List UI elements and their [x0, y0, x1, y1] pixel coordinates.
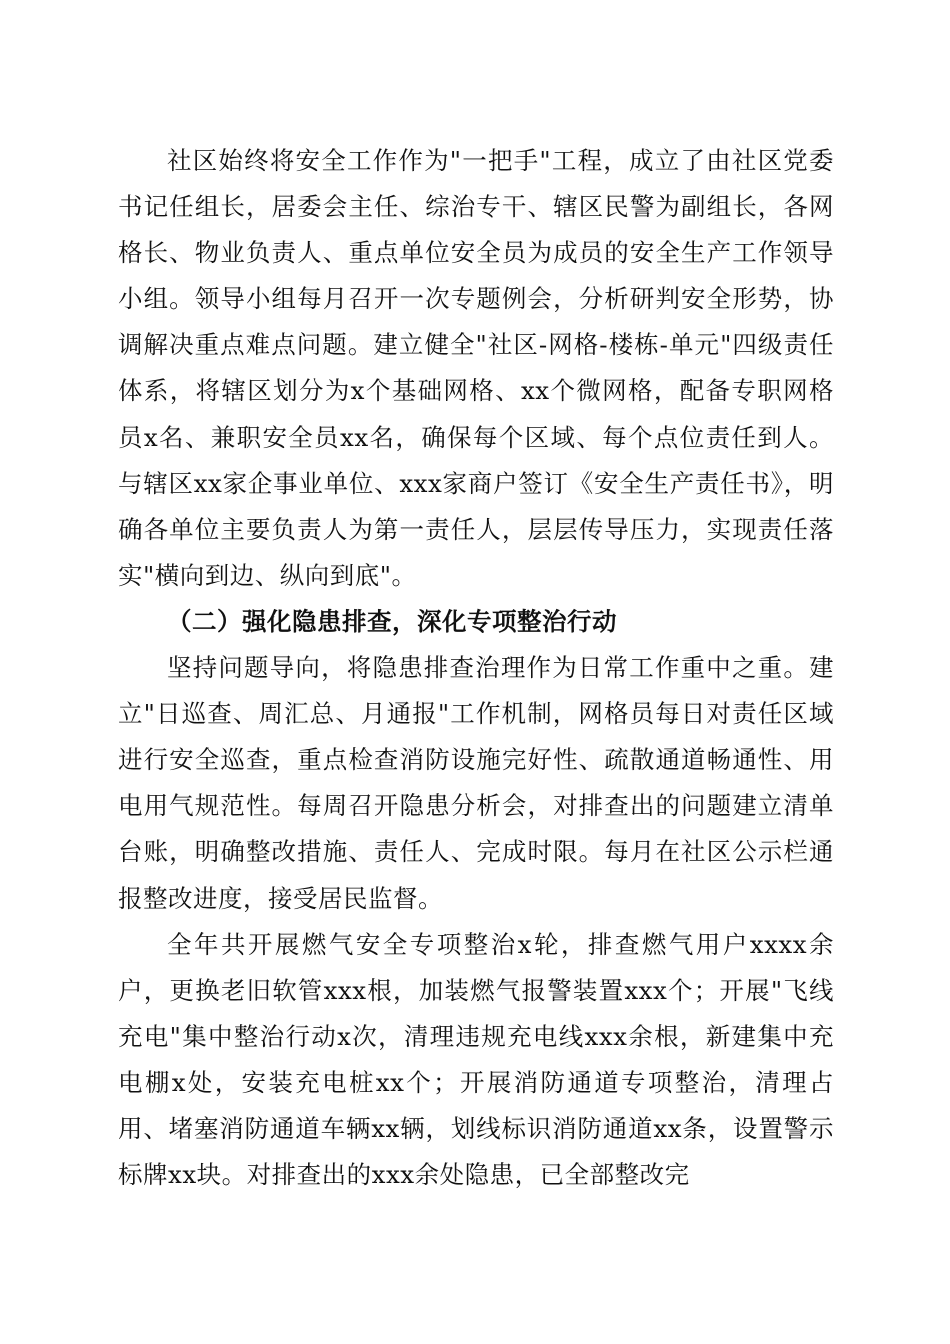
document-body — [118, 138, 834, 1198]
paragraph-inspection-mechanism: 坚持问题导向，将隐患排查治理作为日常工作重中之重。建立"日巡查、周汇总、月通报"工作机制，网格员每日对责任区域进行安全巡查，重点检查消防设施完好性、疏散通道畅通性、用电用气规范性。每周召开隐患分析会，对排查出的问题建立清单台账，明确整改措施、责任人、完成时限。每月在社区公示栏通报整改进度，接受居民监督。 — [118, 653, 834, 913]
section-heading-hazard-inspection: （二）强化隐患排查，深化专项整治行动 — [167, 606, 617, 636]
paragraph-responsibility-system: 社区始终将安全工作作为"一把手"工程，成立了由社区党委书记任组长，居委会主任、综治专干、辖区民警为副组长，各网格长、物业负责人、重点单位安全员为成员的安全生产工作领导小组。领导小组每月召开一次专题例会，分析研判安全形势，协调解决重点难点问题。建立健全"社区-网格-楼栋-单元"四级责任体系，将辖区划分为x个基础网格、xx个微网格，配备专职网格员x名、兼职安全员xx名，确保每个区域、每个点位责任到人。与辖区xx家企事业单位、xxx家商户签订《安全生产责任书》，明确各单位主要负责人为第一责任人，层层传导压力，实现责任落实"横向到边、纵向到底"。 — [118, 146, 834, 590]
paragraph-special-rectification: 全年共开展燃气安全专项整治x轮，排查燃气用户xxxx余户，更换老旧软管xxx根，加装燃气报警装置xxx个；开展"飞线充电"集中整治行动x次，清理违规充电线xxx余根，新建集中充电棚x处，安装充电桩xx个；开展消防通道专项整治，清理占用、堵塞消防通道车辆xx辆，划线标识消防通道xx条，设置警示标牌xx块。对排查出的xxx余处隐患，已全部整改完 — [118, 929, 834, 1190]
